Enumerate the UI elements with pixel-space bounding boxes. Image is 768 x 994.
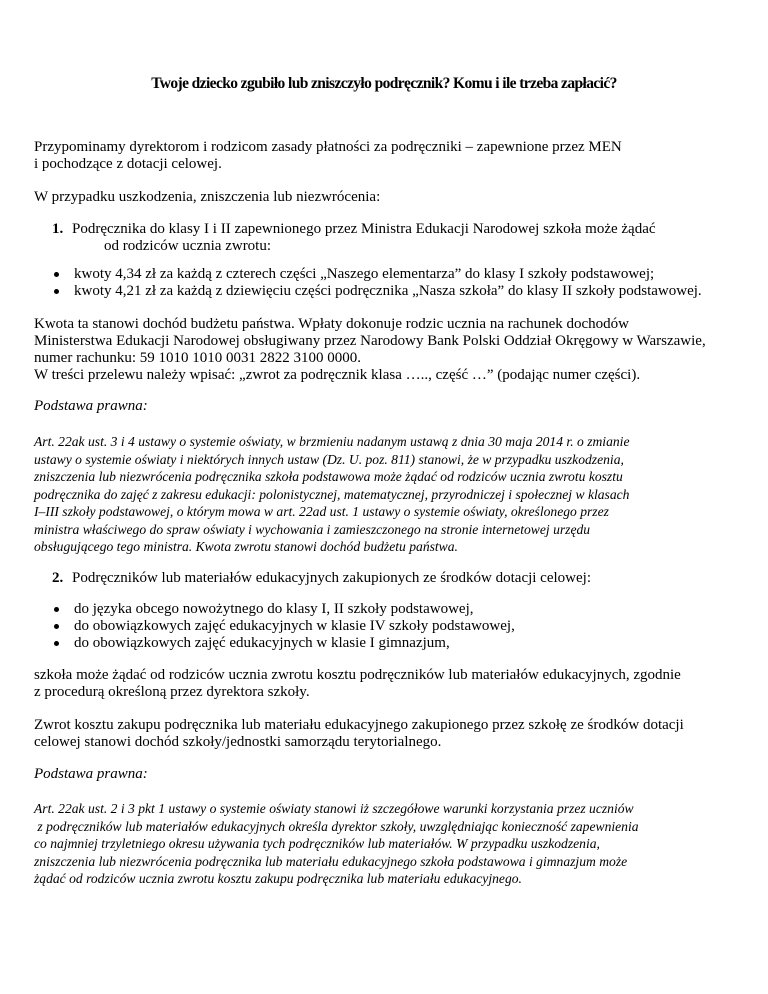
legal-line: z podręczników lub materiałów edukacyjnych określa dyrektor szkoły, uwzględniając konieczność zapewnienia — [34, 818, 639, 834]
list-item: do języka obcego nowożytnego do klasy I, II szkoły podstawowej, — [52, 601, 515, 618]
legal-line: ministra właściwego do spraw oświaty i wychowania i zamieszczonego na stronie internetowej urzędu — [34, 521, 591, 537]
refund-paragraph — [34, 717, 744, 751]
legal-line: Art. 22ak ust. 2 i 3 pkt 1 ustawy o systemie oświaty stanowi iż szczegółowe warunki korzystania przez uczniów — [34, 801, 634, 816]
refund-line: Zwrot kosztu zakupu podręcznika lub materiału edukacyjnego zakupionego przez szkołę ze środków dotacji — [34, 717, 684, 733]
legal-line: I–III szkoły podstawowej, o którym mowa w art. 22ad ust. 1 ustawy o systemie oświaty, określonego przez — [34, 504, 609, 519]
legal-line: Art. 22ak ust. 3 i 4 ustawy o systemie oświaty, w brzmieniu nadanym ustawą z dnia 30 maja 2014 r. o zmianie — [34, 434, 630, 449]
section-2-bullet-list — [52, 601, 515, 652]
payment-line: numer rachunku: 59 1010 1010 0031 2822 3100 0000. — [34, 350, 362, 366]
intro-line: i pochodzące z dotacji celowej. — [34, 156, 222, 172]
payment-paragraph — [34, 316, 744, 384]
section-1-line: od rodziców ucznia zwrotu: — [104, 238, 272, 254]
legal-line: żądać od rodziców ucznia zwrotu kosztu zakupu podręcznika lub materiału edukacyjnego. — [34, 871, 522, 886]
section-1-line: Podręcznika do klasy I i II zapewnionego przez Ministra Edukacji Narodowej szkoła może żądać — [72, 221, 656, 237]
list-item: kwoty 4,34 zł za każdą z czterech części „Naszego elementarza” do klasy I szkoły podstawowej; — [52, 266, 702, 283]
after-line: szkoła może żądać od rodziców ucznia zwrotu kosztu podręczników lub materiałów edukacyjnych, zgodnie — [34, 667, 681, 683]
legal-line: zniszczenia lub niezwrócenia podręcznika lub materiału edukacyjnego szkoła podstawowa i gimnazjum może — [34, 853, 628, 869]
section-1-number: 1. — [52, 221, 64, 237]
intro-line: Przypominamy dyrektorom i rodzicom zasady płatności za podręczniki – zapewnione przez MEN — [34, 139, 622, 155]
refund-line: celowej stanowi dochód szkoły/jednostki samorządu terytorialnego. — [34, 734, 442, 750]
section-2-number: 2. — [52, 570, 64, 586]
legal-line: ustawy o systemie oświaty i niektórych innych ustaw (Dz. U. poz. 811) stanowi, że w przypadku uszkodzenia, — [34, 451, 624, 467]
after-line: z procedurą określoną przez dyrektora szkoły. — [34, 684, 310, 700]
section-1-bullet-list — [52, 266, 702, 300]
payment-line: Ministerstwa Edukacji Narodowej obsługiwany przez Narodowy Bank Polski Oddział Okręgowy w Warszawie, — [34, 333, 706, 349]
list-item: do obowiązkowych zajęć edukacyjnych w klasie I gimnazjum, — [52, 635, 515, 652]
legal-line: co najmniej trzyletniego okresu używania tych podręczników lub materiałów. W przypadku uszkodzenia, — [34, 836, 600, 851]
page-title: Twoje dziecko zgubiło lub zniszczyło podręcznik? Komu i ile trzeba zapłacić? — [151, 75, 617, 92]
legal-line: podręcznika do zajęć z zakresu edukacji: polonistycznej, matematycznej, przyrodniczej i społecznej w klasach — [34, 486, 630, 502]
list-item: do obowiązkowych zajęć edukacyjnych w klasie IV szkoły podstawowej, — [52, 618, 515, 635]
section-1-heading — [52, 221, 656, 255]
payment-line: W treści przelewu należy wpisać: „zwrot za podręcznik klasa ….., część …” (podając numer części). — [34, 367, 641, 383]
lead-text: W przypadku uszkodzenia, zniszczenia lub niezwrócenia: — [34, 189, 381, 205]
section-2-line: Podręczników lub materiałów edukacyjnych zakupionych ze środków dotacji celowej: — [72, 570, 591, 586]
legal-paragraph-1 — [34, 433, 744, 556]
legal-line: obsługującego tego ministra. Kwota zwrotu stanowi dochód budżetu państwa. — [34, 539, 458, 554]
legal-paragraph-2 — [34, 800, 744, 888]
intro-paragraph — [34, 139, 744, 173]
payment-line: Kwota ta stanowi dochód budżetu państwa. Wpłaty dokonuje rodzic ucznia na rachunek dochodów — [34, 316, 629, 332]
legal-heading-1: Podstawa prawna: — [34, 398, 148, 414]
section-2-after-paragraph — [34, 667, 744, 701]
section-2-heading — [52, 570, 591, 587]
list-item: kwoty 4,21 zł za każdą z dziewięciu części podręcznika „Nasza szkoła” do klasy II szkoły podstawowej. — [52, 283, 702, 300]
legal-heading-2: Podstawa prawna: — [34, 766, 148, 782]
legal-line: zniszczenia lub niezwrócenia podręcznika szkoła podstawowa może żądać od rodziców ucznia zwrotu kosztu — [34, 469, 623, 484]
